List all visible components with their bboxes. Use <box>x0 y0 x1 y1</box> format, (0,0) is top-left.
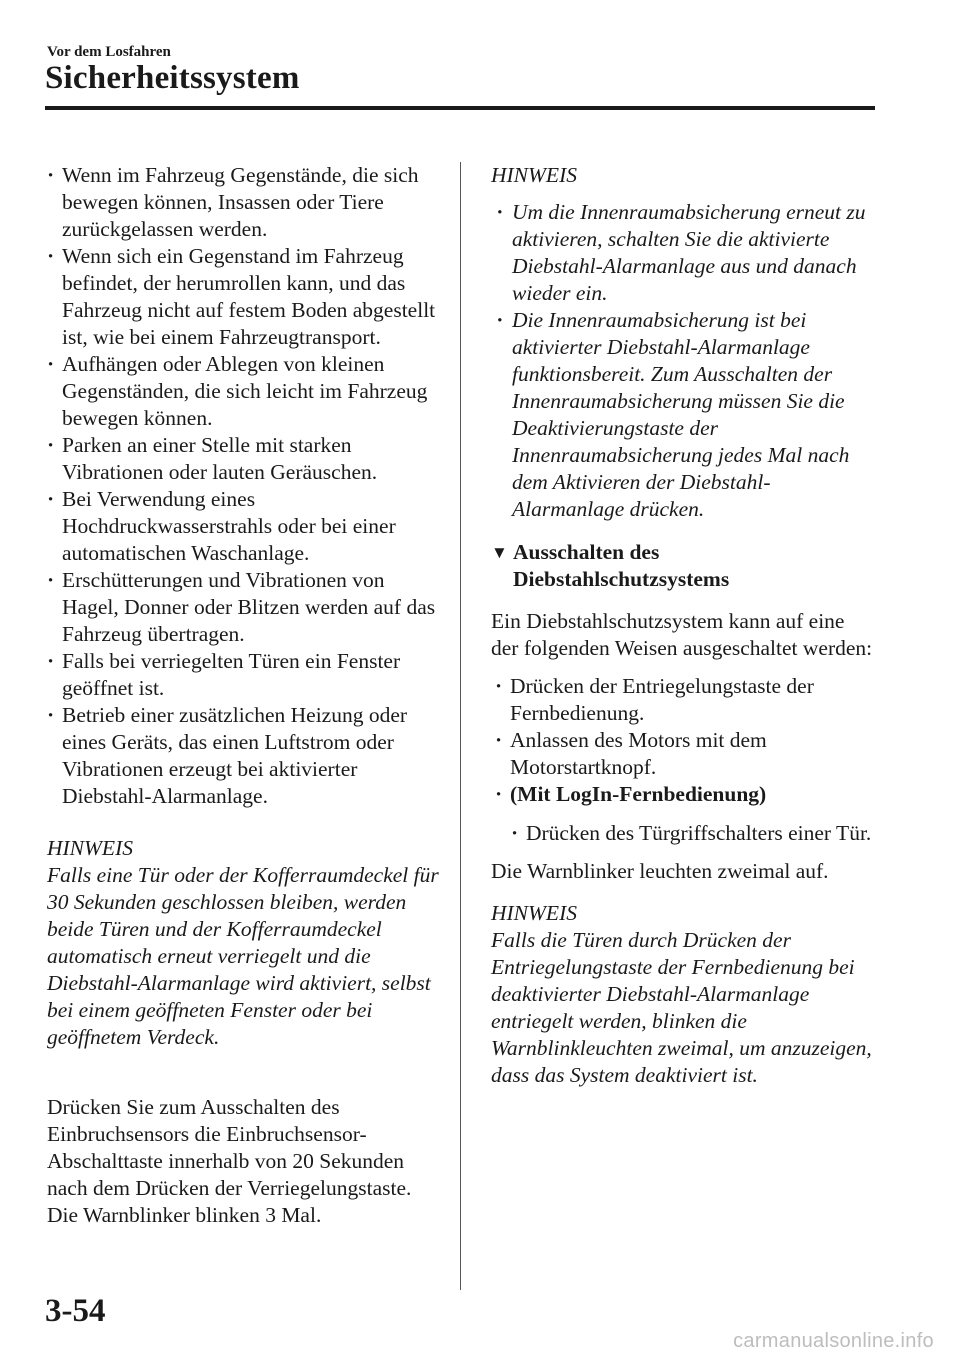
list-item: · Um die Innenraumabsicherung erneut zu aktivieren, schalten Sie die aktivierte Diebstahl-Alarmanlage aus und danach wieder ein. <box>497 199 876 307</box>
list-item: · Wenn sich ein Gegenstand im Fahrzeug befindet, der herumrollen kann, und das Fahrzeug nicht auf festem Boden abgestellt ist, wie bei einem Fahrzeugtransport. <box>47 243 439 351</box>
list-item: · Parken an einer Stelle mit starken Vibrationen oder lauten Geräuschen. <box>47 432 439 486</box>
list-item: · Bei Verwendung eines Hochdruckwasserstrahls oder bei einer automatischen Waschanlage. <box>47 486 439 567</box>
right-column <box>491 162 876 1089</box>
note-heading: HINWEIS <box>47 836 133 860</box>
note-text: Falls die Türen durch Drücken der Entriegelungstaste der Fernbedienung bei deaktivierter Diebstahl-Alarmanlage entriegelt werden, blinken die Warnblinkleuchten zweimal, um anzuzeigen, dass das System deaktiviert ist. <box>491 928 872 1087</box>
subheading-text: Ausschalten des Diebstahlschutzsystems <box>513 540 730 591</box>
page-number: 3-54 <box>45 1293 106 1329</box>
list-item: · Betrieb einer zusätzlichen Heizung oder eines Geräts, das einen Luftstrom oder Vibrationen erzeugt bei aktivierter Diebstahl-Alarmanlage. <box>47 702 439 810</box>
paragraph: Die Warnblinker blinken 3 Mal. <box>47 1203 322 1227</box>
list-item: · Wenn im Fahrzeug Gegenstände, die sich bewegen können, Insassen oder Tiere zurückgelassen werden. <box>47 162 439 243</box>
page-title: Sicherheitssystem <box>45 60 300 96</box>
paragraph: Ein Diebstahlschutzsystem kann auf eine der folgenden Weisen ausgeschaltet werden: <box>491 609 873 660</box>
list-item: · Aufhängen oder Ablegen von kleinen Gegenständen, die sich leicht im Fahrzeug bewegen können. <box>47 351 439 432</box>
list-item: · Drücken der Entriegelungstaste der Fernbedienung. <box>495 673 876 727</box>
list-item: · Falls bei verriegelten Türen ein Fenster geöffnet ist. <box>47 648 439 702</box>
column-divider <box>460 162 461 1290</box>
list-item: · (Mit LogIn-Fernbedienung) <box>495 781 876 808</box>
deactivation-list <box>495 673 876 808</box>
paragraph: Die Warnblinker leuchten zweimal auf. <box>491 859 829 883</box>
section-label: Vor dem Losfahren <box>47 44 171 60</box>
subheading <box>491 539 876 593</box>
note-text: Falls eine Tür oder der Kofferraumdeckel für 30 Sekunden geschlossen bleiben, werden beide Türen und der Kofferraumdeckel automatisch erneut verriegelt und die Diebstahl-Alarmanlage wird aktiviert, selbst bei einem geöffneten Fenster oder bei geöffnetem Verdeck. <box>47 863 439 1049</box>
triangle-down-icon: ▼ <box>491 543 508 562</box>
list-item: · Anlassen des Motors mit dem Motorstartknopf. <box>495 727 876 781</box>
left-column <box>47 162 439 1229</box>
list-item: · Erschütterungen und Vibrationen von Hagel, Donner oder Blitzen werden auf das Fahrzeug übertragen. <box>47 567 439 648</box>
list-item: · Drücken des Türgriffschalters einer Tür. <box>511 820 876 847</box>
note-heading: HINWEIS <box>491 163 577 187</box>
note-heading: HINWEIS <box>491 901 577 925</box>
list-item: · Die Innenraumabsicherung ist bei aktivierter Diebstahl-Alarmanlage funktionsbereit. Zum Ausschalten der Innenraumabsicherung müssen Sie die Deaktivierungstaste der Innenraumabsicherung jedes Mal nach dem Aktivieren der Diebstahl-Alarmanlage drücken. <box>497 307 876 523</box>
header-rule <box>45 106 875 110</box>
paragraph: Drücken Sie zum Ausschalten des Einbruchsensors die Einbruchsensor-Abschalttaste innerhalb von 20 Sekunden nach dem Drücken der Verriegelungstaste. <box>47 1095 412 1200</box>
note-list <box>497 199 876 523</box>
watermark: carmanualsonline.info <box>733 1330 934 1352</box>
login-sub-list <box>511 820 876 847</box>
condition-list <box>47 162 439 810</box>
